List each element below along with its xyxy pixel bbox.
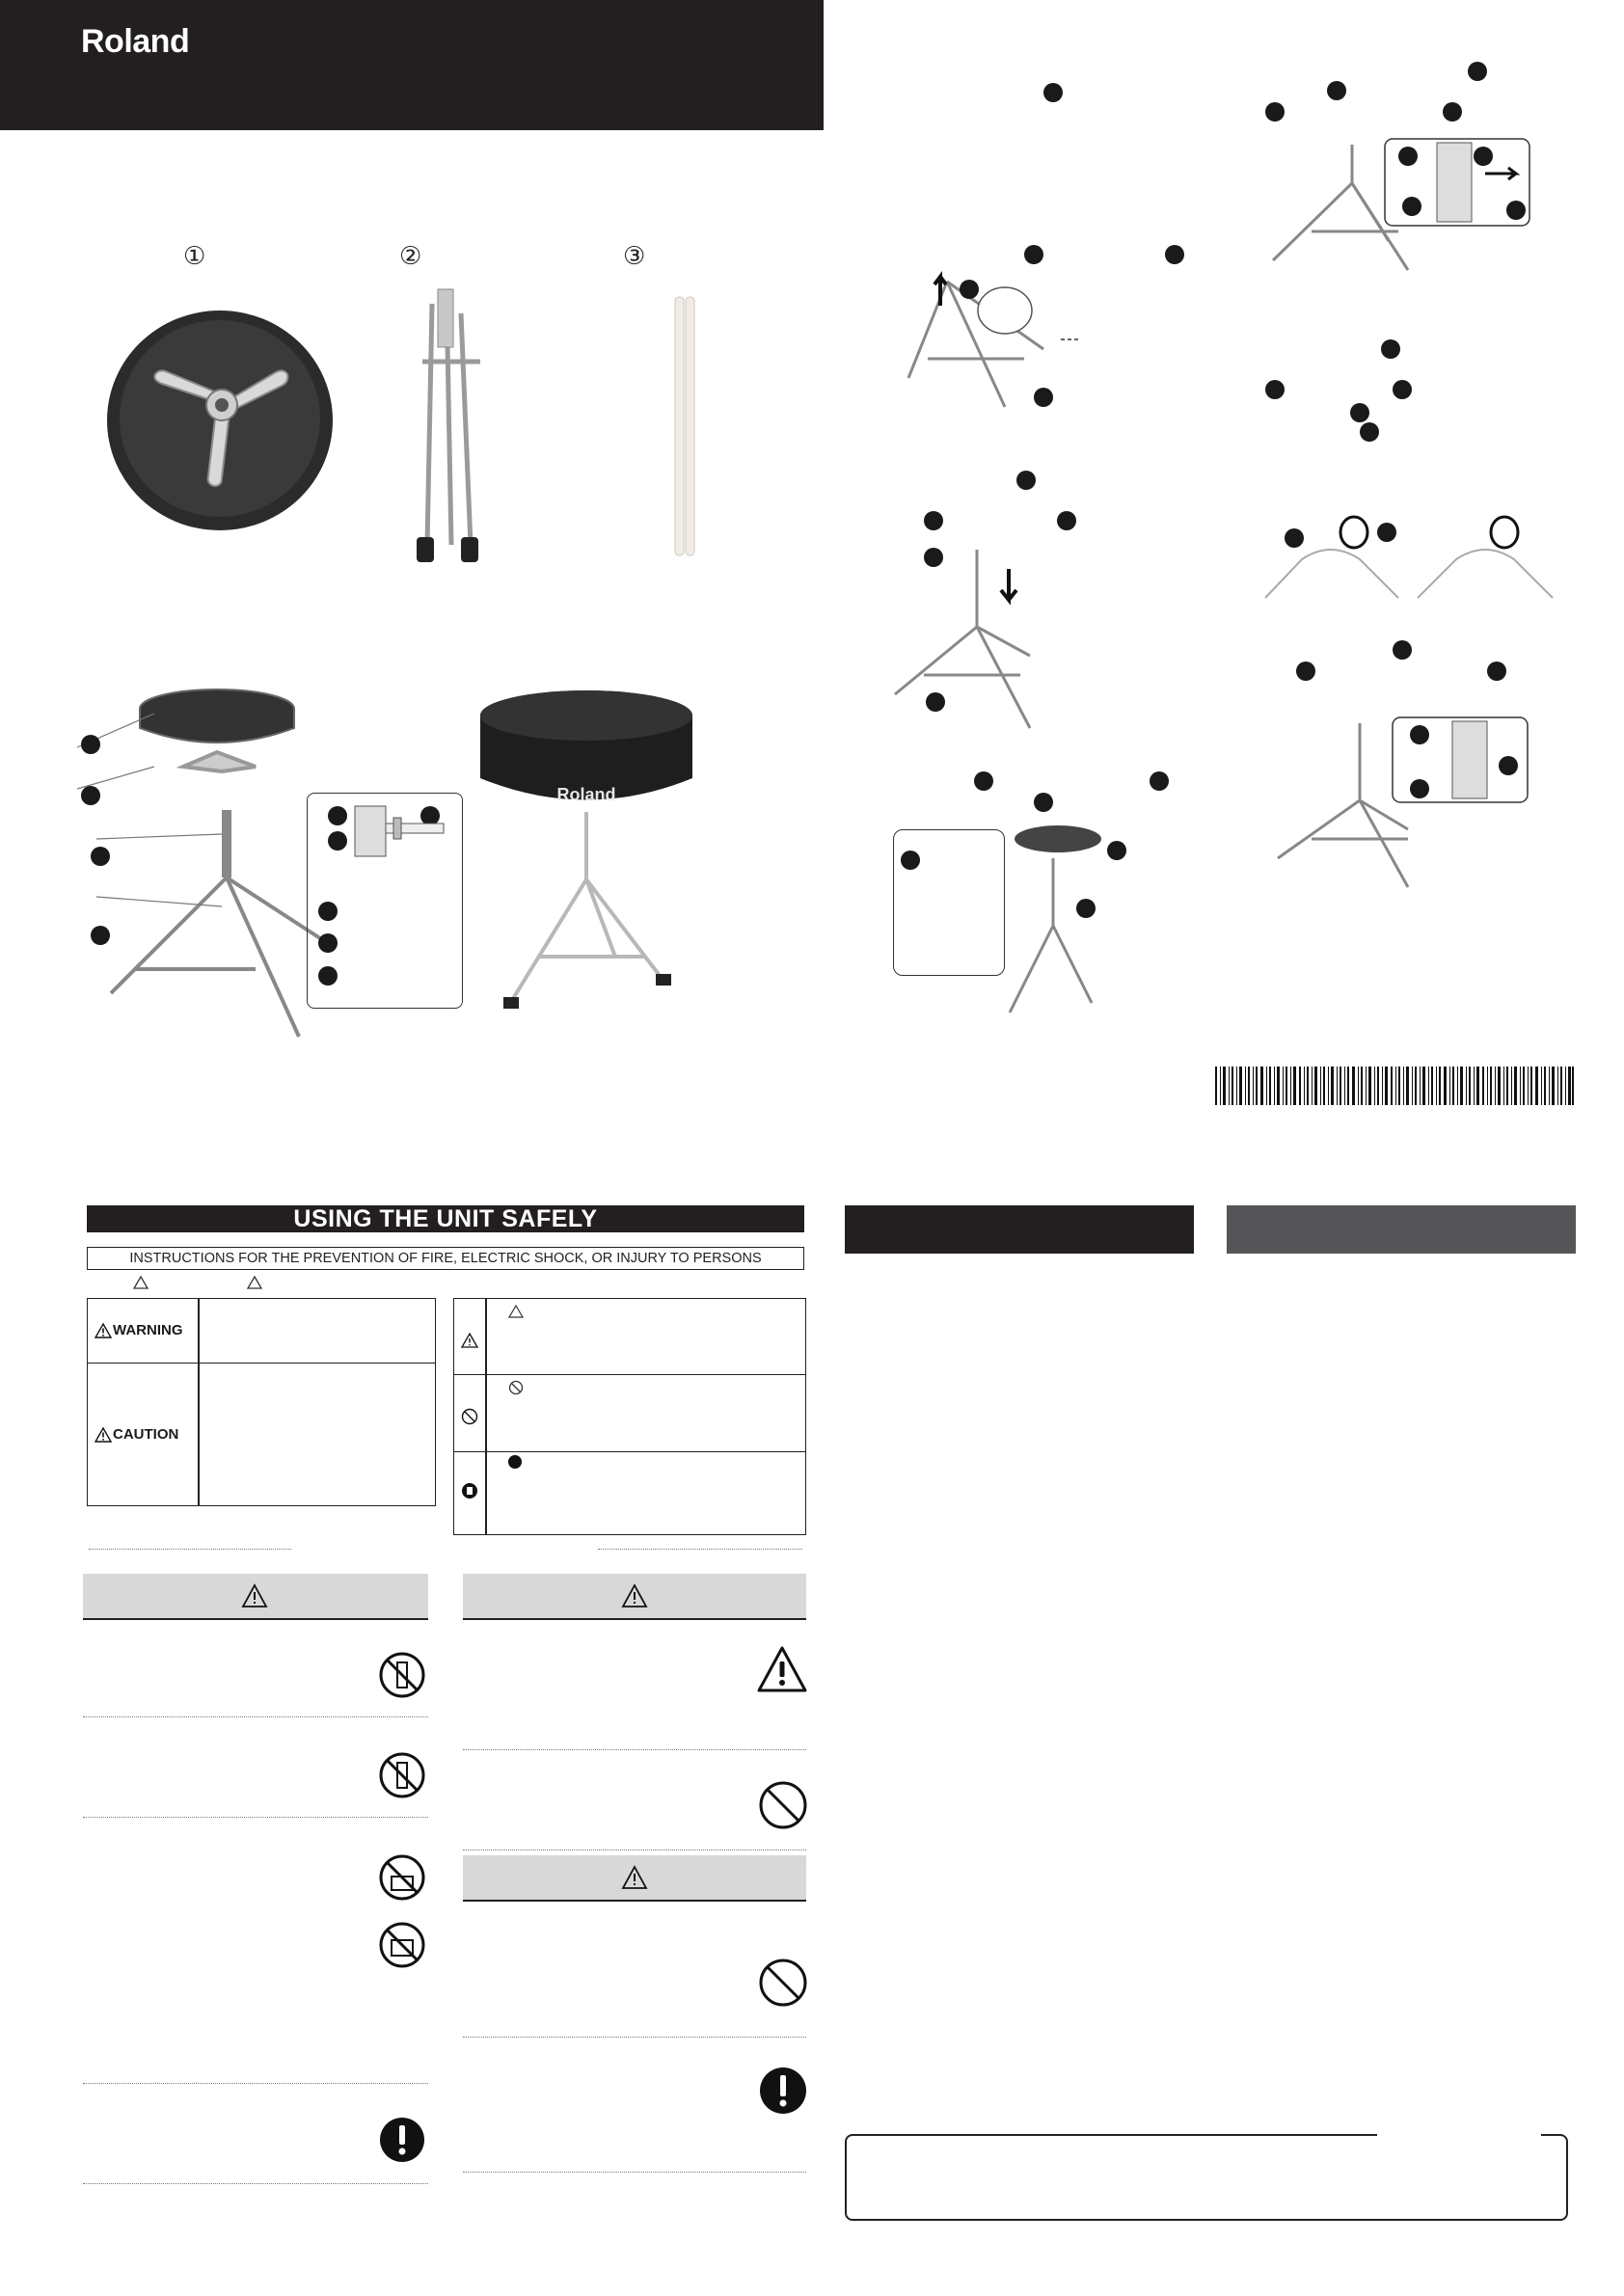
callout-marker [1410,779,1429,798]
warning-label: WARNING [113,1322,183,1338]
unplug-icon [461,1482,478,1499]
callout-marker [91,847,110,866]
step-attach-seat-diagram [1005,820,1101,1022]
callout-marker [901,851,920,870]
callout-marker [318,966,338,986]
callout-marker [1327,81,1346,100]
dotted-separator [463,2037,806,2038]
warning-heading-bar [83,1574,428,1620]
callout-marker [1393,380,1412,399]
small-triangle-icon [508,1305,524,1318]
callout-marker [1398,147,1418,166]
callout-marker [1043,83,1063,102]
brand-logo: Roland [81,23,190,60]
callout-marker [81,735,100,754]
callout-marker [924,511,943,530]
dotted-separator [598,1549,802,1550]
callout-marker [1076,899,1096,918]
callout-marker [1468,62,1487,81]
caution-heading-bar [463,1855,806,1902]
callout-marker [81,786,100,805]
mandatory-exclamation-icon [758,2066,808,2116]
part-label-3: ③ [623,241,646,270]
callout-marker [1296,662,1315,681]
no-place-icon [378,1853,426,1902]
callout-marker [926,692,945,712]
warning-triangle-icon [621,1583,648,1608]
caution-triangle-icon [621,1865,648,1890]
callout-marker [1034,388,1053,407]
legend-triangle-icons [133,1275,268,1290]
step-unfold-diagram [880,253,1092,446]
part-label-1: ① [183,241,206,270]
caution-triangle-icon [94,1426,113,1444]
warning-triangle-icon [241,1583,268,1608]
stand-folded-image [403,284,500,574]
callout-marker [1016,471,1036,490]
warning-triangle-icon [756,1645,808,1693]
dotted-separator [83,2183,428,2184]
callout-marker [1057,511,1076,530]
seat-brand-print: Roland [556,785,616,804]
callout-marker [1265,380,1285,399]
warning-heading-bar [463,1574,806,1620]
warning-caution-legend-table [87,1298,436,1506]
no-disassemble-icon [461,1408,478,1425]
callout-marker [91,926,110,945]
callout-marker [1377,523,1396,542]
callout-marker [1487,662,1506,681]
callout-marker [1360,422,1379,442]
no-place-icon [378,1921,426,1969]
barcode-image [1215,1067,1574,1105]
dotted-separator [83,1716,428,1717]
step-insert-pole-diagram [885,540,1040,743]
seat-top-image [104,307,336,533]
prohibited-circle-icon [758,1958,808,2008]
warning-triangle-icon [94,1322,113,1339]
dotted-separator [463,2172,806,2173]
step-tighten-knob-diagram [1263,714,1533,906]
no-disassemble-icon [378,1651,426,1699]
callout-marker [1350,403,1369,422]
dotted-separator [89,1549,291,1550]
callout-marker [1024,245,1043,264]
no-modify-icon [378,1751,426,1799]
callout-marker [1107,841,1126,860]
dotted-separator [463,1749,806,1750]
callout-marker [318,933,338,953]
warning-triangle-icon [460,1332,479,1349]
callout-marker [1402,197,1421,216]
mandatory-dot-icon [508,1455,522,1469]
callout-marker [1165,245,1184,264]
drumsticks-image [671,291,700,561]
callout-marker [1150,771,1169,791]
callout-marker [1443,102,1462,122]
callout-marker [1506,201,1526,220]
prohibited-circle-icon [758,1780,808,1830]
mandatory-exclamation-icon [378,2116,426,2164]
callout-marker [1499,756,1518,775]
section-heading-bar-1 [845,1205,1194,1254]
caution-label: CAUTION [113,1426,179,1443]
prohibited-circle-icon [508,1380,524,1395]
callout-marker [1285,528,1304,548]
callout-marker [1474,147,1493,166]
step-detail-collar-diagram [1263,501,1562,608]
bolt-detail-image [318,802,453,860]
header-band [0,0,824,130]
callout-marker [318,902,338,921]
callout-marker [974,771,993,791]
dotted-separator [83,2083,428,2084]
note-box-gap [1377,2129,1541,2137]
safety-subtitle-box: INSTRUCTIONS FOR THE PREVENTION OF FIRE, ELECTRIC SHOCK, OR INJURY TO PERSONS [87,1247,804,1270]
callout-marker [1034,793,1053,812]
callout-marker [1393,640,1412,660]
callout-marker [1410,725,1429,744]
part-label-2: ② [399,241,422,270]
callout-marker [1381,339,1400,359]
assembled-stool-image [471,687,712,1024]
symbol-legend-table [453,1298,806,1535]
callout-marker [960,280,979,299]
section-heading-bar-2 [1227,1205,1576,1254]
note-box [845,2134,1568,2221]
callout-marker [1265,102,1285,122]
safety-title-bar: USING THE UNIT SAFELY [87,1205,804,1232]
dotted-separator [83,1817,428,1818]
